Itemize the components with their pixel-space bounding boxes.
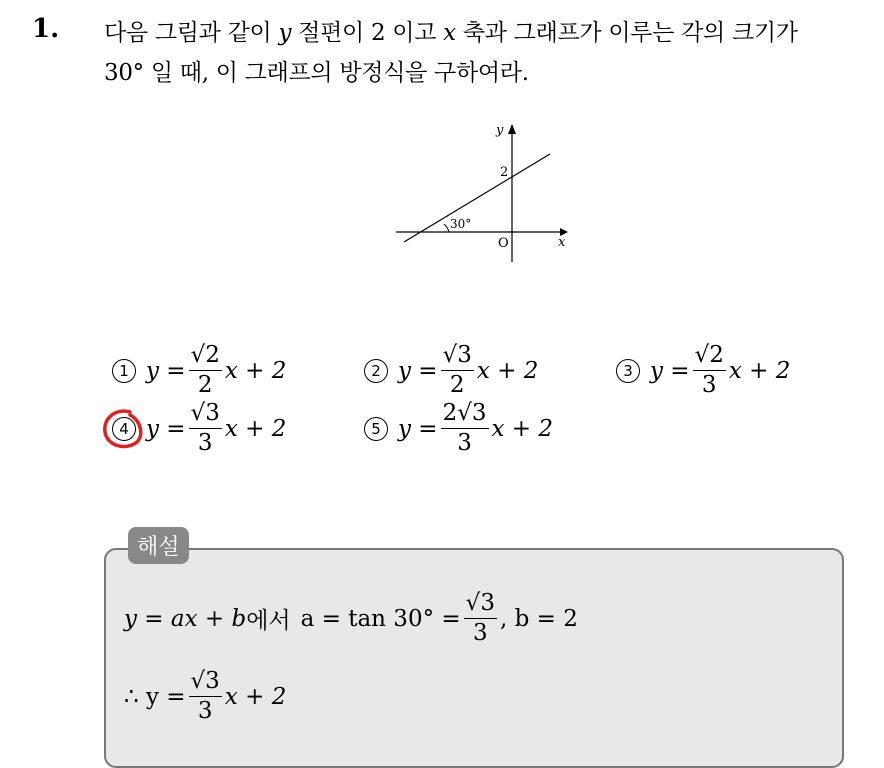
origin-label: O — [498, 236, 509, 251]
option-2[interactable] — [364, 344, 538, 397]
option-rhs: x + 2 — [224, 357, 287, 384]
option-3[interactable] — [616, 344, 790, 397]
question-text-line1 — [104, 14, 798, 47]
question-text-part: 축과 그래프가 이루는 각의 크기가 — [455, 20, 798, 46]
solution-box — [104, 548, 844, 768]
var-x: x — [443, 20, 456, 46]
option-marker: 4 — [112, 417, 136, 441]
selection-circle-mark — [100, 406, 146, 452]
option-lhs: y = — [398, 415, 438, 442]
option-fraction — [693, 344, 726, 397]
option-lhs: y = — [146, 415, 186, 442]
solution-tail: , b = 2 — [499, 605, 578, 632]
fraction-denominator: 3 — [457, 430, 472, 456]
intercept-label: 2 — [500, 165, 509, 180]
solution-fraction — [189, 670, 222, 723]
angle-label: 30° — [450, 217, 472, 231]
fraction-denominator: 2 — [197, 372, 213, 398]
option-rhs: x + 2 — [476, 357, 539, 384]
option-1[interactable] — [112, 344, 286, 397]
fraction-numerator: 2√3 — [441, 402, 489, 429]
mark-stroke — [105, 411, 141, 446]
option-marker: 5 — [364, 417, 388, 441]
option-rhs: x + 2 — [728, 357, 791, 384]
question-text-part: 절편이 2 이고 — [291, 20, 444, 46]
fraction-denominator: 2 — [449, 372, 465, 398]
question-text-part: 다음 그림과 같이 — [104, 20, 279, 46]
option-fraction — [441, 344, 474, 397]
fraction-numerator: √3 — [189, 670, 222, 697]
fraction-numerator: √2 — [189, 344, 222, 371]
option-fraction — [441, 402, 489, 455]
option-5[interactable] — [364, 402, 553, 455]
fraction-numerator: √3 — [464, 592, 497, 619]
solution-word: 에서 — [246, 608, 291, 634]
option-lhs: y = — [146, 357, 186, 384]
fraction-numerator: √3 — [189, 402, 222, 429]
solution-therefore: ∴ y = — [124, 683, 186, 710]
solution-equation2: a = tan 30° = — [300, 605, 461, 632]
fraction-denominator: 3 — [197, 698, 213, 724]
fraction-numerator: √2 — [693, 344, 726, 371]
graph-figure — [392, 116, 576, 266]
option-marker: 3 — [616, 359, 640, 383]
option-rhs: x + 2 — [224, 415, 287, 442]
y-axis-arrow — [508, 124, 516, 134]
x-axis-label: x — [558, 235, 566, 250]
fraction-numerator: √3 — [441, 344, 474, 371]
option-fraction — [189, 344, 222, 397]
option-lhs: y = — [650, 357, 690, 384]
option-lhs: y = — [398, 357, 438, 384]
option-marker: 1 — [112, 359, 136, 383]
solution-line1 — [124, 592, 578, 645]
fraction-denominator: 3 — [473, 620, 488, 646]
solution-tag: 해설 — [128, 527, 189, 564]
fraction-denominator: 3 — [197, 430, 213, 456]
option-fraction — [189, 402, 222, 455]
solution-fraction — [464, 592, 497, 645]
var-y: y — [278, 20, 292, 46]
solution-line2 — [124, 670, 286, 723]
question-text-line2: 30° 일 때, 이 그래프의 방정식을 구하여라. — [104, 60, 529, 86]
fraction-denominator: 3 — [701, 372, 717, 398]
question-number: 1. — [32, 14, 60, 44]
solution-rhs: x + 2 — [224, 683, 287, 710]
option-marker: 2 — [364, 359, 388, 383]
y-axis-label: y — [496, 123, 504, 138]
solution-equation: y = ax + b — [124, 605, 247, 632]
option-rhs: x + 2 — [491, 415, 554, 442]
angle-arc — [444, 224, 449, 232]
graph-line — [404, 154, 550, 242]
